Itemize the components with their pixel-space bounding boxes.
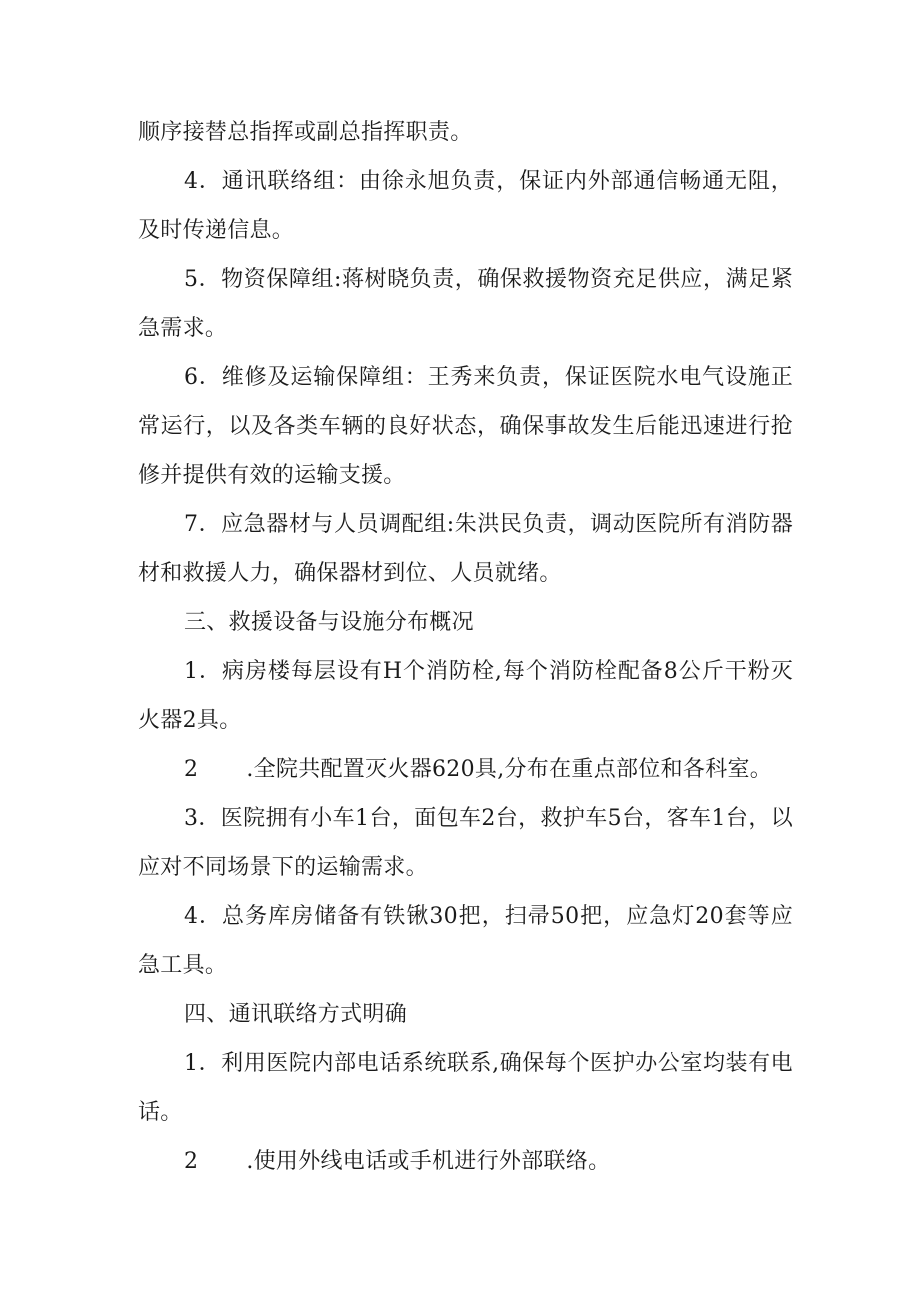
list-number: 2	[184, 1149, 199, 1174]
document-body	[138, 108, 793, 1186]
section-heading-communication: 四、通讯联络方式明确	[184, 1002, 408, 1027]
paragraph-maintenance-transport-group: 6．维修及运输保障组：王秀来负责，保证医院水电气设施正常运行，以及各类车辆的良好状态，确保事故发生后能迅速进行抢修并提供有效的运输支援。	[138, 365, 793, 488]
paragraph-text: .全院共配置灭火器620具,分布在重点部位和各科室。	[246, 757, 773, 782]
paragraph-continuation: 顺序接替总指挥或副总指挥职责。	[138, 120, 473, 145]
paragraph-vehicles: 3．医院拥有小车1台，面包车2台，救护车5台，客车1台，以应对不同场景下的运输需求。	[138, 806, 793, 880]
paragraph-fire-hydrants: 1．病房楼每层设有H个消防栓,每个消防栓配备8公斤干粉灭火器2具。	[138, 659, 793, 733]
paragraph-emergency-tools: 4．总务库房储备有铁锹30把，扫帚50把，应急灯20套等应急工具。	[138, 904, 793, 978]
section-heading-equipment-distribution: 三、救援设备与设施分布概况	[184, 610, 474, 635]
paragraph-text: .使用外线电话或手机进行外部联络。	[246, 1149, 611, 1174]
paragraph-comms-group: 4．通讯联络组：由徐永旭负责，保证内外部通信畅通无阻，及时传递信息。	[138, 169, 793, 243]
paragraph-supplies-group: 5．物资保障组:蒋树晓负责，确保救援物资充足供应，满足紧急需求。	[138, 267, 793, 341]
paragraph-internal-phone: 1．利用医院内部电话系统联系,确保每个医护办公室均装有电话。	[138, 1051, 793, 1125]
paragraph-external-phone	[138, 1137, 793, 1186]
list-number: 2	[184, 757, 199, 782]
paragraph-equipment-personnel-group: 7．应急器材与人员调配组:朱洪民负责，调动医院所有消防器材和救援人力，确保器材到位、人员就绪。	[138, 512, 793, 586]
paragraph-extinguishers	[138, 745, 793, 794]
